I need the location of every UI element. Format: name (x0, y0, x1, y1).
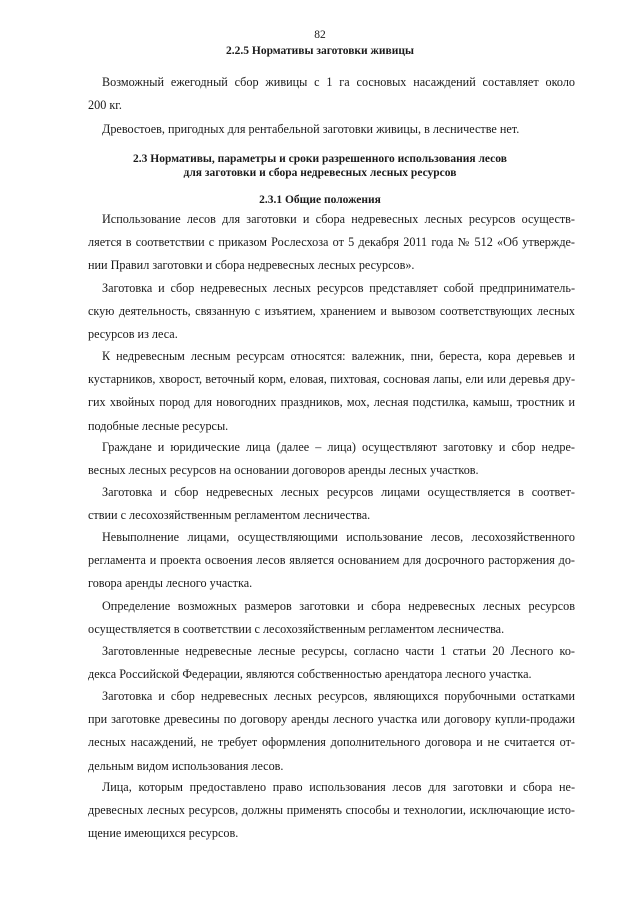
paragraph-line: регламента и проекта освоения лесов является основанием для досрочного расторжения до- (88, 553, 575, 568)
section-heading-2-3-line1: 2.3 Нормативы, параметры и сроки разрешенного использования лесов (133, 153, 507, 165)
paragraph-line: древесных лесных ресурсов, должны применять способы и технологии, исключающие исто- (88, 803, 575, 818)
paragraph-line: гих хвойных пород для новогодних праздников, мох, лесная подстилка, камыш, тростник и (88, 395, 575, 410)
paragraph-line: нии Правил заготовки и сбора недревесных лесных ресурсов». (88, 258, 415, 273)
section-heading-2-3-line2: для заготовки и сбора недревесных лесных ресурсов (183, 167, 457, 179)
paragraph-line: дельным видом использования лесов. (88, 758, 284, 773)
paragraph-line: декса Российской Федерации, являются собственностью арендатора лесного участка. (88, 667, 532, 682)
paragraph-line: Определение возможных размеров заготовки и сбора недревесных лесных ресурсов (102, 599, 575, 613)
paragraph-regulation-compliance (88, 481, 575, 527)
paragraph-ownership (88, 640, 575, 686)
paragraph-line: весных лесных ресурсов на основании договоров аренды лесных участков. (88, 463, 479, 478)
paragraph-line: скую деятельность, связанную с изъятием, хранением и вывозом соответствующих лесных (88, 304, 575, 319)
paragraph-line: Граждане и юридические лица (далее – лица) осуществляют заготовку и сбор недре- (102, 440, 575, 454)
paragraph-volume-determination (88, 595, 575, 641)
paragraph-line: при заготовке древесины по договору аренды лесного участка или договору купли-продажи (88, 712, 575, 727)
paragraph-line: ресурсов из леса. (88, 327, 178, 342)
section-heading-2-3-1: 2.3.1 Общие положения (259, 194, 381, 206)
paragraph-line: подобные лесные ресурсы. (88, 418, 229, 433)
paragraph-line: кустарников, хворост, веточный корм, еловая, пихтовая, сосновая лапы, ели или деревья дру- (88, 372, 575, 387)
paragraph-line: 200 кг. (88, 98, 122, 113)
paragraph-line: К недревесным лесным ресурсам относятся: валежник, пни, береста, кора деревьев и (102, 349, 575, 363)
paragraph-entrepreneurial-activity (88, 277, 575, 347)
section-heading-2-2-5: 2.2.5 Нормативы заготовки живицы (226, 45, 414, 57)
paragraph-line: щение имеющихся ресурсов. (88, 826, 239, 841)
paragraph-no-stands (88, 118, 575, 141)
paragraph-line: лесных насаждений, не требует оформления дополнительного договора и не считается от- (88, 735, 575, 750)
paragraph-line: Древостоев, пригодных для рентабельной заготовки живицы, в лесничестве нет. (102, 122, 520, 136)
paragraph-citizens-entities (88, 436, 575, 482)
paragraph-line: Лица, которым предоставлено право использования лесов для заготовки и сбора не- (102, 780, 575, 794)
paragraph-line: говора аренды лесного участка. (88, 576, 253, 591)
paragraph-line: Заготовка и сбор недревесных лесных ресурсов, являющихся порубочными остатками (102, 689, 575, 703)
paragraph-methods-technologies (88, 776, 575, 846)
paragraph-legal-basis (88, 208, 575, 278)
paragraph-line: Возможный ежегодный сбор живицы с 1 га сосновых насаждений составляет около (102, 75, 575, 89)
paragraph-resource-list (88, 345, 575, 438)
paragraph-line: Заготовка и сбор недревесных лесных ресурсов представляет собой предприниматель- (102, 281, 575, 295)
paragraph-line: осуществляется в соответствии с лесохозяйственным регламентом лесничества. (88, 622, 505, 637)
paragraph-line: ствии с лесохозяйственным регламентом лесничества. (88, 508, 371, 523)
paragraph-non-compliance (88, 526, 575, 596)
paragraph-line: Заготовленные недревесные лесные ресурсы, согласно части 1 статьи 20 Лесного ко- (102, 644, 575, 658)
paragraph-line: Невыполнение лицами, осуществляющими использование лесов, лесохозяйственного (102, 530, 575, 544)
paragraph-line: Использование лесов для заготовки и сбора недревесных лесных ресурсов осуществ- (102, 212, 575, 226)
paragraph-resin-yield (88, 71, 575, 117)
page-number: 82 (314, 29, 326, 41)
paragraph-line: ляется в соответствии с приказом Рослесхоза от 5 декабря 2011 года № 512 «Об утвержде- (88, 235, 575, 250)
paragraph-logging-residues (88, 685, 575, 778)
paragraph-line: Заготовка и сбор недревесных лесных ресурсов лицами осуществляется в соответ- (102, 485, 575, 499)
